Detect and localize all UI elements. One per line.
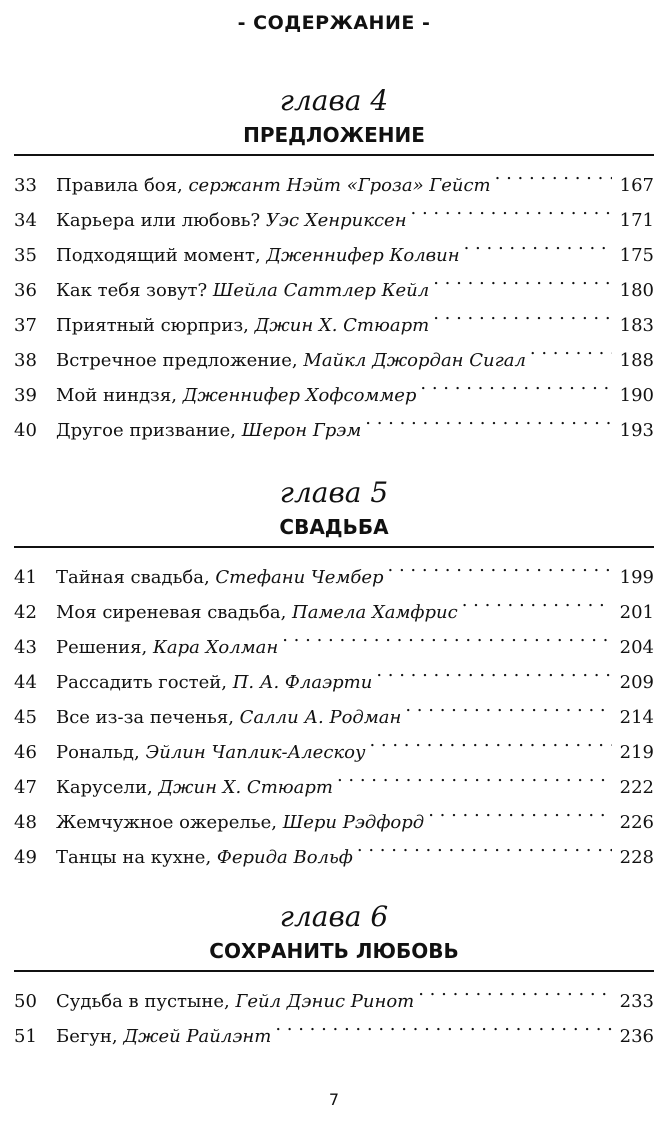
leader-dots <box>388 548 612 583</box>
page-number: 7 <box>328 1090 340 1109</box>
entry-page: 214 <box>619 707 654 728</box>
entry-number: 50 <box>14 991 37 1012</box>
entry-number: 48 <box>14 812 37 833</box>
entry-author: Джин Х. Стюарт <box>158 777 333 798</box>
leader-dots <box>464 226 612 261</box>
entry-author: Джей Райлэнт <box>123 1026 272 1047</box>
entry-number: 33 <box>14 175 37 196</box>
entry-author: Эйлин Чаплик-Алескоу <box>145 742 366 763</box>
toc-entry[interactable] <box>0 548 668 588</box>
entry-page: 226 <box>619 812 654 833</box>
entry-title: Правила боя, <box>56 175 183 196</box>
toc-entry[interactable] <box>0 156 668 196</box>
entry-number: 34 <box>14 210 37 231</box>
chapter-title: ПРЕДЛОЖЕНИЕ <box>243 123 425 147</box>
entry-number: 40 <box>14 420 37 441</box>
entry-author: Джин Х. Стюарт <box>254 315 430 336</box>
chapter-title: СВАДЬБА <box>279 515 389 539</box>
entry-page: 171 <box>619 210 654 231</box>
entry-title: Другое призвание, <box>56 420 236 441</box>
entry-number: 35 <box>14 245 37 266</box>
entry-number: 41 <box>14 567 37 588</box>
chapter-title: СОХРАНИТЬ ЛЮБОВЬ <box>209 939 459 963</box>
entry-title: Подходящий момент, <box>56 245 261 266</box>
page-header: - СОДЕРЖАНИЕ - <box>237 12 431 34</box>
entry-author: Шейла Саттлер Кейл <box>212 280 430 301</box>
entry-page: 167 <box>619 175 654 196</box>
entry-author: Кара Холман <box>152 637 279 658</box>
entry-number: 44 <box>14 672 37 693</box>
chapter-label: глава 4 <box>279 84 389 117</box>
entry-title: Бегун, <box>56 1026 118 1047</box>
leader-dots <box>411 191 612 226</box>
leader-dots <box>337 758 612 793</box>
leader-dots <box>405 688 612 723</box>
entry-title: Рональд, <box>56 742 140 763</box>
entry-title: Встречное предложение, <box>56 350 298 371</box>
entry-number: 45 <box>14 707 37 728</box>
entry-number: 42 <box>14 602 37 623</box>
entry-number: 51 <box>14 1026 37 1047</box>
leader-dots <box>376 653 612 688</box>
entry-author: П. А. Флаэрти <box>232 672 373 693</box>
entry-page: 193 <box>619 420 654 441</box>
leader-dots <box>428 793 612 828</box>
toc-list <box>0 548 668 868</box>
entry-author: Памела Хамфрис <box>292 602 458 623</box>
entry-author: Дженнифер Хофсоммер <box>182 385 417 406</box>
leader-dots <box>530 331 612 366</box>
entry-title: Тайная свадьба, <box>56 567 210 588</box>
entry-title: Судьба в пустыне, <box>56 991 230 1012</box>
leader-dots <box>433 296 612 331</box>
leader-dots <box>357 828 612 863</box>
entry-number: 47 <box>14 777 37 798</box>
leader-dots <box>420 366 612 401</box>
chapter-label: глава 6 <box>279 900 389 933</box>
leader-dots <box>275 1007 612 1042</box>
entry-author: Шерон Грэм <box>241 420 362 441</box>
entry-title: Карусели, <box>56 777 153 798</box>
entry-page: 190 <box>619 385 654 406</box>
entry-page: 222 <box>619 777 654 798</box>
chapter-6 <box>0 900 668 1047</box>
entry-page: 188 <box>619 350 654 371</box>
entry-page: 180 <box>619 280 654 301</box>
leader-dots <box>365 401 612 436</box>
toc-list <box>0 972 668 1047</box>
entry-author: Шери Рэдфорд <box>282 812 425 833</box>
entry-page: 201 <box>619 602 654 623</box>
leader-dots <box>462 583 612 618</box>
entry-author: Уэс Хенриксен <box>265 210 407 231</box>
entry-title: Приятный сюрприз, <box>56 315 249 336</box>
toc-list <box>0 156 668 441</box>
entry-page: 209 <box>619 672 654 693</box>
chapter-5 <box>0 476 668 868</box>
entry-title: Танцы на кухне, <box>56 847 212 868</box>
entry-title: Карьера или любовь? <box>56 210 261 231</box>
entry-title: Решения, <box>56 637 148 658</box>
leader-dots <box>282 618 612 653</box>
entry-author: Салли А. Родман <box>239 707 402 728</box>
entry-number: 49 <box>14 847 37 868</box>
entry-page: 236 <box>619 1026 654 1047</box>
entry-number: 37 <box>14 315 37 336</box>
entry-author: сержант Нэйт «Гроза» Гейст <box>188 175 491 196</box>
entry-page: 204 <box>619 637 654 658</box>
entry-author: Майкл Джордан Сигал <box>303 350 526 371</box>
entry-author: Стефани Чембер <box>215 567 384 588</box>
toc-entry[interactable] <box>0 972 668 1012</box>
entry-title: Мой ниндзя, <box>56 385 177 406</box>
chapter-label: глава 5 <box>279 476 389 509</box>
entry-page: 183 <box>619 315 654 336</box>
leader-dots <box>418 972 612 1007</box>
entry-page: 199 <box>619 567 654 588</box>
entry-number: 36 <box>14 280 37 301</box>
entry-number: 39 <box>14 385 37 406</box>
leader-dots <box>495 156 612 191</box>
leader-dots <box>369 723 612 758</box>
chapter-4 <box>0 84 668 441</box>
entry-title: Все из-за печенья, <box>56 707 234 728</box>
entry-title: Как тебя зовут? <box>56 280 208 301</box>
entry-author: Гейл Дэнис Ринот <box>235 991 415 1012</box>
entry-number: 46 <box>14 742 37 763</box>
entry-page: 233 <box>619 991 654 1012</box>
entry-page: 228 <box>619 847 654 868</box>
entry-author: Ферида Вольф <box>216 847 353 868</box>
entry-title: Жемчужное ожерелье, <box>56 812 277 833</box>
entry-author: Дженнифер Колвин <box>266 245 460 266</box>
leader-dots <box>433 261 612 296</box>
entry-number: 43 <box>14 637 37 658</box>
entry-page: 219 <box>619 742 654 763</box>
entry-title: Моя сиреневая свадьба, <box>56 602 287 623</box>
entry-title: Рассадить гостей, <box>56 672 227 693</box>
entry-number: 38 <box>14 350 37 371</box>
entry-page: 175 <box>619 245 654 266</box>
